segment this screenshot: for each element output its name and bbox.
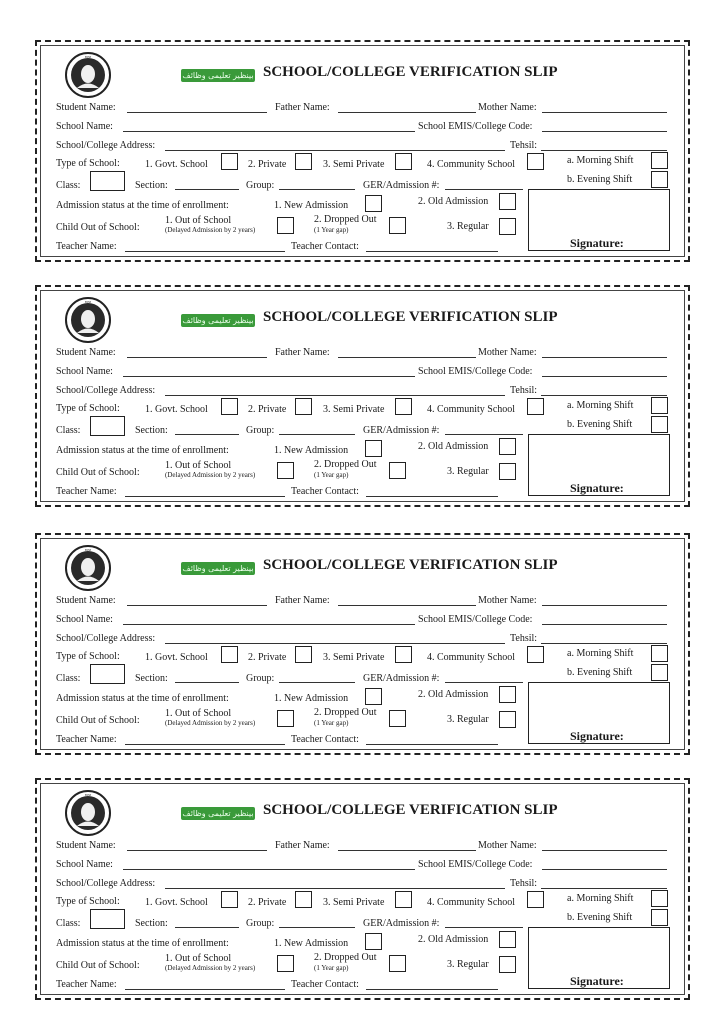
dropped-out-checkbox[interactable]	[389, 217, 406, 234]
regular-checkbox[interactable]	[499, 218, 516, 235]
community-school-checkbox[interactable]	[527, 153, 544, 170]
semi-private-checkbox[interactable]	[395, 646, 412, 663]
dropped-out-note: (1 Year gap)	[314, 964, 349, 972]
semi-private-label: 3. Semi Private	[323, 652, 385, 663]
section-field[interactable]	[175, 189, 239, 190]
evening-shift-label: b. Evening Shift	[567, 667, 633, 678]
program-badge: بینظیر تعلیمی وظائف	[182, 564, 254, 573]
emis-label: School EMIS/College Code:	[418, 614, 533, 625]
school-name-label: School Name:	[56, 859, 113, 870]
morning-shift-checkbox[interactable]	[651, 645, 668, 662]
old-admission-checkbox[interactable]	[499, 686, 516, 703]
emis-label: School EMIS/College Code:	[418, 366, 533, 377]
group-field[interactable]	[279, 927, 355, 928]
new-admission-label: 1. New Admission	[274, 445, 349, 456]
dropped-out-note: (1 Year gap)	[314, 719, 349, 727]
old-admission-checkbox[interactable]	[499, 438, 516, 455]
mother-name-field[interactable]	[542, 605, 667, 606]
student-name-label: Student Name:	[56, 102, 116, 113]
dropped-out-label: 2. Dropped Out	[314, 952, 377, 963]
type-of-school-label: Type of School:	[56, 896, 120, 907]
teacher-name-field[interactable]	[125, 989, 285, 990]
out-of-school-checkbox[interactable]	[277, 462, 294, 479]
out-of-school-checkbox[interactable]	[277, 217, 294, 234]
svg-text:BISP: BISP	[84, 548, 92, 552]
section-label: Section:	[135, 673, 168, 684]
dropped-out-label: 2. Dropped Out	[314, 707, 377, 718]
verification-slip	[35, 40, 690, 262]
program-badge: بینظیر تعلیمی وظائف	[182, 71, 254, 80]
morning-shift-checkbox[interactable]	[651, 152, 668, 169]
old-admission-label: 2. Old Admission	[418, 196, 489, 207]
dropped-out-checkbox[interactable]	[389, 955, 406, 972]
out-of-school-label: 1. Out of School	[165, 215, 232, 226]
tehsil-field[interactable]	[541, 643, 667, 644]
student-name-label: Student Name:	[56, 840, 116, 851]
group-label: Group:	[246, 180, 275, 191]
verification-slip	[35, 778, 690, 1000]
morning-shift-checkbox[interactable]	[651, 890, 668, 907]
private-checkbox[interactable]	[295, 153, 312, 170]
child-out-label: Child Out of School:	[56, 715, 140, 726]
child-out-label: Child Out of School:	[56, 467, 140, 478]
admission-status-label: Admission status at the time of enrollment:	[56, 200, 229, 211]
program-badge: بینظیر تعلیمی وظائف	[182, 316, 254, 325]
father-name-label: Father Name:	[275, 347, 330, 358]
evening-shift-label: b. Evening Shift	[567, 419, 633, 430]
teacher-name-label: Teacher Name:	[56, 979, 117, 990]
morning-shift-label: a. Morning Shift	[567, 400, 634, 411]
govt-school-label: 1. Govt. School	[145, 404, 208, 415]
ger-label: GER/Admission #:	[363, 673, 440, 684]
govt-school-checkbox[interactable]	[221, 891, 238, 908]
verification-slip	[35, 533, 690, 755]
govt-school-checkbox[interactable]	[221, 398, 238, 415]
svg-text:BISP: BISP	[84, 793, 92, 797]
teacher-name-field[interactable]	[125, 496, 285, 497]
group-label: Group:	[246, 673, 275, 684]
community-school-label: 4. Community School	[427, 652, 516, 663]
address-label: School/College Address:	[56, 878, 156, 889]
address-field[interactable]	[165, 395, 505, 396]
new-admission-checkbox[interactable]	[365, 195, 382, 212]
private-checkbox[interactable]	[295, 398, 312, 415]
regular-label: 3. Regular	[447, 466, 489, 477]
private-label: 2. Private	[248, 159, 287, 170]
section-field[interactable]	[175, 927, 239, 928]
regular-label: 3. Regular	[447, 221, 489, 232]
evening-shift-checkbox[interactable]	[651, 416, 668, 433]
private-checkbox[interactable]	[295, 891, 312, 908]
old-admission-label: 2. Old Admission	[418, 934, 489, 945]
bisp-logo-icon	[65, 545, 111, 591]
class-label: Class:	[56, 918, 81, 929]
teacher-name-field[interactable]	[125, 251, 285, 252]
out-of-school-label: 1. Out of School	[165, 708, 232, 719]
class-box[interactable]	[90, 416, 125, 436]
govt-school-label: 1. Govt. School	[145, 159, 208, 170]
teacher-contact-field[interactable]	[366, 744, 498, 745]
student-name-field[interactable]	[127, 850, 267, 851]
type-of-school-label: Type of School:	[56, 403, 120, 414]
evening-shift-checkbox[interactable]	[651, 171, 668, 188]
ger-label: GER/Admission #:	[363, 918, 440, 929]
ger-label: GER/Admission #:	[363, 180, 440, 191]
ger-field[interactable]	[445, 927, 523, 928]
school-name-field[interactable]	[123, 624, 415, 625]
group-label: Group:	[246, 425, 275, 436]
verification-slip	[35, 285, 690, 507]
out-of-school-label: 1. Out of School	[165, 460, 232, 471]
address-field[interactable]	[165, 150, 505, 151]
govt-school-checkbox[interactable]	[221, 153, 238, 170]
ger-label: GER/Admission #:	[363, 425, 440, 436]
private-label: 2. Private	[248, 652, 287, 663]
bisp-logo-icon	[65, 297, 111, 343]
section-field[interactable]	[175, 682, 239, 683]
teacher-name-label: Teacher Name:	[56, 486, 117, 497]
regular-checkbox[interactable]	[499, 711, 516, 728]
child-out-label: Child Out of School:	[56, 222, 140, 233]
new-admission-label: 1. New Admission	[274, 200, 349, 211]
group-field[interactable]	[279, 434, 355, 435]
father-name-label: Father Name:	[275, 840, 330, 851]
signature-label: Signature:	[570, 481, 624, 495]
father-name-field[interactable]	[338, 850, 476, 851]
dropped-out-note: (1 Year gap)	[314, 226, 349, 234]
tehsil-label: Tehsil:	[510, 878, 538, 889]
mother-name-field[interactable]	[542, 850, 667, 851]
private-label: 2. Private	[248, 897, 287, 908]
father-name-label: Father Name:	[275, 102, 330, 113]
bisp-logo-icon	[65, 790, 111, 836]
class-label: Class:	[56, 673, 81, 684]
program-badge: بینظیر تعلیمی وظائف	[182, 809, 254, 818]
old-admission-checkbox[interactable]	[499, 193, 516, 210]
private-label: 2. Private	[248, 404, 287, 415]
semi-private-label: 3. Semi Private	[323, 404, 385, 415]
group-label: Group:	[246, 918, 275, 929]
father-name-field[interactable]	[338, 605, 476, 606]
signature-label: Signature:	[570, 729, 624, 743]
address-label: School/College Address:	[56, 140, 156, 151]
teacher-contact-field[interactable]	[366, 496, 498, 497]
school-name-label: School Name:	[56, 121, 113, 132]
govt-school-label: 1. Govt. School	[145, 652, 208, 663]
community-school-label: 4. Community School	[427, 404, 516, 415]
slip-title: SCHOOL/COLLEGE VERIFICATION SLIP	[263, 64, 558, 80]
father-name-field[interactable]	[338, 357, 476, 358]
regular-checkbox[interactable]	[499, 956, 516, 973]
type-of-school-label: Type of School:	[56, 158, 120, 169]
section-label: Section:	[135, 180, 168, 191]
evening-shift-label: b. Evening Shift	[567, 912, 633, 923]
teacher-contact-label: Teacher Contact:	[291, 979, 359, 990]
child-out-label: Child Out of School:	[56, 960, 140, 971]
student-name-label: Student Name:	[56, 347, 116, 358]
community-school-checkbox[interactable]	[527, 646, 544, 663]
old-admission-label: 2. Old Admission	[418, 441, 489, 452]
teacher-name-label: Teacher Name:	[56, 241, 117, 252]
dropped-out-checkbox[interactable]	[389, 462, 406, 479]
out-of-school-note: (Delayed Admission by 2 years)	[165, 964, 256, 972]
emis-label: School EMIS/College Code:	[418, 859, 533, 870]
private-checkbox[interactable]	[295, 646, 312, 663]
morning-shift-label: a. Morning Shift	[567, 155, 634, 166]
govt-school-label: 1. Govt. School	[145, 897, 208, 908]
svg-text:BISP: BISP	[84, 55, 92, 59]
teacher-contact-field[interactable]	[366, 989, 498, 990]
section-field[interactable]	[175, 434, 239, 435]
evening-shift-checkbox[interactable]	[651, 664, 668, 681]
semi-private-checkbox[interactable]	[395, 153, 412, 170]
svg-text:BISP: BISP	[84, 300, 92, 304]
mother-name-label: Mother Name:	[478, 840, 537, 851]
out-of-school-note: (Delayed Admission by 2 years)	[165, 226, 256, 234]
type-of-school-label: Type of School:	[56, 651, 120, 662]
community-school-checkbox[interactable]	[527, 891, 544, 908]
old-admission-checkbox[interactable]	[499, 931, 516, 948]
school-name-field[interactable]	[123, 376, 415, 377]
out-of-school-note: (Delayed Admission by 2 years)	[165, 719, 256, 727]
regular-label: 3. Regular	[447, 714, 489, 725]
dropped-out-note: (1 Year gap)	[314, 471, 349, 479]
dropped-out-label: 2. Dropped Out	[314, 459, 377, 470]
address-field[interactable]	[165, 643, 505, 644]
tehsil-label: Tehsil:	[510, 633, 538, 644]
evening-shift-label: b. Evening Shift	[567, 174, 633, 185]
mother-name-field[interactable]	[542, 112, 667, 113]
semi-private-label: 3. Semi Private	[323, 159, 385, 170]
semi-private-label: 3. Semi Private	[323, 897, 385, 908]
signature-label: Signature:	[570, 236, 624, 250]
group-field[interactable]	[279, 189, 355, 190]
semi-private-checkbox[interactable]	[395, 398, 412, 415]
community-school-label: 4. Community School	[427, 159, 516, 170]
bisp-logo-icon	[65, 52, 111, 98]
community-school-checkbox[interactable]	[527, 398, 544, 415]
out-of-school-checkbox[interactable]	[277, 710, 294, 727]
admission-status-label: Admission status at the time of enrollment:	[56, 693, 229, 704]
school-name-label: School Name:	[56, 614, 113, 625]
school-name-label: School Name:	[56, 366, 113, 377]
teacher-contact-label: Teacher Contact:	[291, 486, 359, 497]
admission-status-label: Admission status at the time of enrollment:	[56, 445, 229, 456]
teacher-contact-field[interactable]	[366, 251, 498, 252]
emis-field[interactable]	[542, 376, 667, 377]
morning-shift-checkbox[interactable]	[651, 397, 668, 414]
community-school-label: 4. Community School	[427, 897, 516, 908]
tehsil-label: Tehsil:	[510, 140, 538, 151]
class-label: Class:	[56, 425, 81, 436]
address-field[interactable]	[165, 888, 505, 889]
student-name-label: Student Name:	[56, 595, 116, 606]
out-of-school-note: (Delayed Admission by 2 years)	[165, 471, 256, 479]
new-admission-label: 1. New Admission	[274, 693, 349, 704]
tehsil-field[interactable]	[541, 150, 667, 151]
mother-name-label: Mother Name:	[478, 347, 537, 358]
evening-shift-checkbox[interactable]	[651, 909, 668, 926]
emis-field[interactable]	[542, 869, 667, 870]
class-label: Class:	[56, 180, 81, 191]
ger-field[interactable]	[445, 434, 523, 435]
out-of-school-label: 1. Out of School	[165, 953, 232, 964]
group-field[interactable]	[279, 682, 355, 683]
mother-name-field[interactable]	[542, 357, 667, 358]
new-admission-checkbox[interactable]	[365, 933, 382, 950]
dropped-out-label: 2. Dropped Out	[314, 214, 377, 225]
govt-school-checkbox[interactable]	[221, 646, 238, 663]
old-admission-label: 2. Old Admission	[418, 689, 489, 700]
tehsil-field[interactable]	[541, 395, 667, 396]
ger-field[interactable]	[445, 682, 523, 683]
student-name-field[interactable]	[127, 112, 267, 113]
mother-name-label: Mother Name:	[478, 595, 537, 606]
address-label: School/College Address:	[56, 385, 156, 396]
emis-label: School EMIS/College Code:	[418, 121, 533, 132]
section-label: Section:	[135, 918, 168, 929]
address-label: School/College Address:	[56, 633, 156, 644]
new-admission-label: 1. New Admission	[274, 938, 349, 949]
tehsil-field[interactable]	[541, 888, 667, 889]
student-name-field[interactable]	[127, 605, 267, 606]
mother-name-label: Mother Name:	[478, 102, 537, 113]
admission-status-label: Admission status at the time of enrollment:	[56, 938, 229, 949]
class-box[interactable]	[90, 909, 125, 929]
emis-field[interactable]	[542, 624, 667, 625]
class-box[interactable]	[90, 171, 125, 191]
slip-title: SCHOOL/COLLEGE VERIFICATION SLIP	[263, 802, 558, 818]
regular-checkbox[interactable]	[499, 463, 516, 480]
school-name-field[interactable]	[123, 131, 415, 132]
morning-shift-label: a. Morning Shift	[567, 893, 634, 904]
new-admission-checkbox[interactable]	[365, 440, 382, 457]
slip-title: SCHOOL/COLLEGE VERIFICATION SLIP	[263, 557, 558, 573]
new-admission-checkbox[interactable]	[365, 688, 382, 705]
student-name-field[interactable]	[127, 357, 267, 358]
dropped-out-checkbox[interactable]	[389, 710, 406, 727]
father-name-label: Father Name:	[275, 595, 330, 606]
ger-field[interactable]	[445, 189, 523, 190]
school-name-field[interactable]	[123, 869, 415, 870]
slip-title: SCHOOL/COLLEGE VERIFICATION SLIP	[263, 309, 558, 325]
morning-shift-label: a. Morning Shift	[567, 648, 634, 659]
teacher-contact-label: Teacher Contact:	[291, 241, 359, 252]
father-name-field[interactable]	[338, 112, 476, 113]
teacher-contact-label: Teacher Contact:	[291, 734, 359, 745]
tehsil-label: Tehsil:	[510, 385, 538, 396]
class-box[interactable]	[90, 664, 125, 684]
emis-field[interactable]	[542, 131, 667, 132]
teacher-name-label: Teacher Name:	[56, 734, 117, 745]
section-label: Section:	[135, 425, 168, 436]
out-of-school-checkbox[interactable]	[277, 955, 294, 972]
teacher-name-field[interactable]	[125, 744, 285, 745]
semi-private-checkbox[interactable]	[395, 891, 412, 908]
signature-label: Signature:	[570, 974, 624, 988]
regular-label: 3. Regular	[447, 959, 489, 970]
